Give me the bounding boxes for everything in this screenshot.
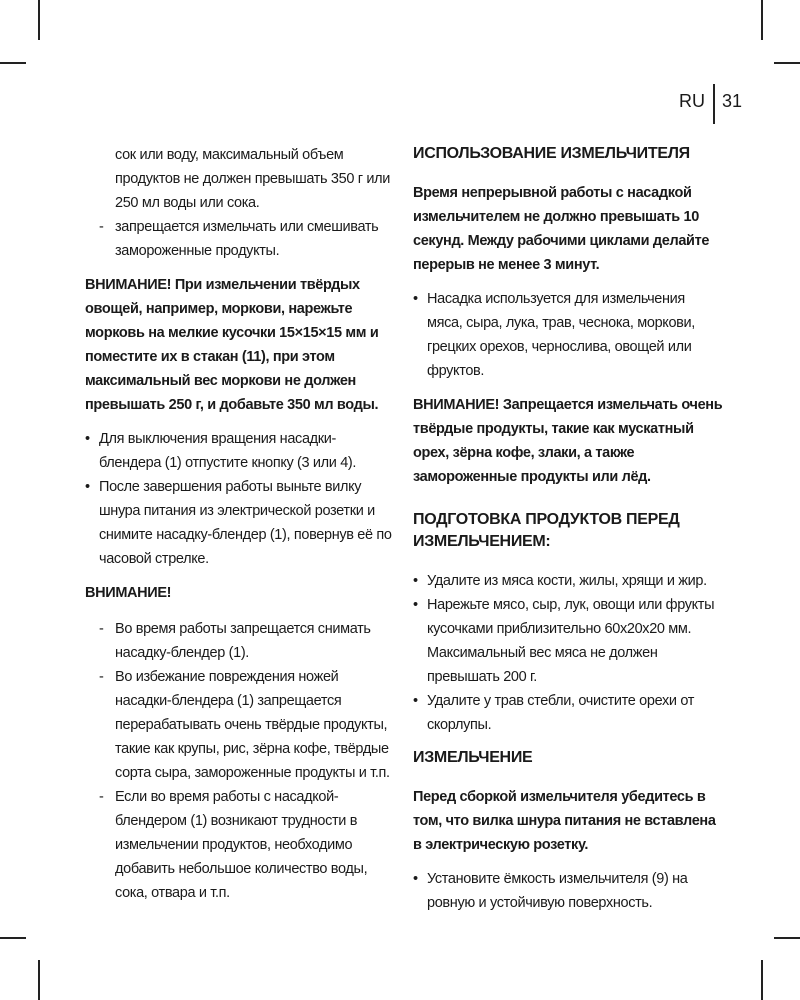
- left-column: [85, 143, 395, 915]
- section-title-chopper-use: ИСПОЛЬЗОВАНИЕ ИЗМЕЛЬЧИТЕЛЯ: [413, 145, 690, 162]
- bullet-item: • Нарежьте мясо, сыр, лук, овощи или фрукты кусочками приблизительно 60х20х20 мм. Максимальный вес мяса не должен превышать 200 г.: [413, 593, 723, 689]
- dash-item: - Во избежание повреждения ножей насадки-блендера (1) запрещается перерабатывать очень твёрдые продукты, такие как крупы, рис, зёрна кофе, твёрдые сорта сыра, замороженные продукты и т.п.: [85, 665, 395, 785]
- crop-mark-bottom-left-h: [0, 937, 26, 939]
- right-column: [413, 143, 723, 925]
- warning-heading: ВНИМАНИЕ!: [85, 585, 172, 601]
- page-number: 31: [722, 91, 743, 111]
- chopper-use-list: [413, 287, 723, 383]
- crop-mark-top-left-h: [0, 62, 26, 64]
- bullet-item: • Установите ёмкость измельчителя (9) на ровную и устойчивую поверхность.: [413, 867, 723, 915]
- warning-carrot: ВНИМАНИЕ! При измельчении твёрдых овощей, например, моркови, нарежьте морковь на мелкие кусочки 15×15×15 мм и поместите их в стакан (11), при этом максимальный вес моркови не должен превышать 250 г, и добавьте 350 мл воды.: [85, 277, 379, 413]
- continued-dash-list: [85, 215, 395, 263]
- dash-item: - запрещается измельчать или смешивать замороженные продукты.: [85, 215, 395, 263]
- assembly-notice: Перед сборкой измельчителя убедитесь в том, что вилка шнура питания не вставлена в электрическую розетку.: [413, 789, 716, 853]
- crop-mark-top-left-v: [38, 0, 40, 40]
- bullet-item: • Удалите из мяса кости, жилы, хрящи и жир.: [413, 569, 723, 593]
- crop-mark-bottom-right-h: [774, 937, 800, 939]
- crop-mark-top-right-v: [761, 0, 763, 40]
- continued-paragraph: сок или воду, максимальный объем продуктов не должен превышать 350 г или 250 мл воды или сока.: [115, 147, 390, 211]
- crop-mark-bottom-right-v: [761, 960, 763, 1000]
- bullet-item: • Для выключения вращения насадки-блендера (1) отпустите кнопку (3 или 4).: [85, 427, 395, 475]
- preparation-list: [413, 569, 723, 737]
- dash-item: - Во время работы запрещается снимать насадку-блендер (1).: [85, 617, 395, 665]
- section-title-chopping: ИЗМЕЛЬЧЕНИЕ: [413, 749, 533, 766]
- bullet-item: • После завершения работы выньте вилку шнура питания из электрической розетки и снимите насадку-блендер (1), повернув её по часовой стрелке.: [85, 475, 395, 571]
- section-title-preparation: ПОДГОТОВКА ПРОДУКТОВ ПЕРЕД ИЗМЕЛЬЧЕНИЕМ:: [413, 511, 680, 550]
- crop-mark-bottom-left-v: [38, 960, 40, 1000]
- bullet-item: • Удалите у трав стебли, очистите орехи от скорлупы.: [413, 689, 723, 737]
- chopping-list: [413, 867, 723, 915]
- operation-time-notice: Время непрерывной работы с насадкой измельчителем не должно превышать 10 секунд. Между рабочими циклами делайте перерыв не менее 3 минут.: [413, 185, 710, 273]
- left-bullet-list: [85, 427, 395, 571]
- language-label: RU: [679, 91, 705, 111]
- crop-mark-top-right-h: [774, 62, 800, 64]
- dash-item: - Если во время работы с насадкой-блендером (1) возникают трудности в измельчении продуктов, необходимо добавить небольшое количество воды, сока, отвара и т.п.: [85, 785, 395, 905]
- warning-dash-list: [85, 617, 395, 905]
- chopper-warning: ВНИМАНИЕ! Запрещается измельчать очень твёрдые продукты, такие как мускатный орех, зёрна кофе, злаки, а также замороженные продукты или лёд.: [413, 397, 723, 485]
- header-divider: [713, 84, 715, 124]
- bullet-item: • Насадка используется для измельчения мяса, сыра, лука, трав, чеснока, моркови, грецких орехов, чернослива, овощей или фруктов.: [413, 287, 723, 383]
